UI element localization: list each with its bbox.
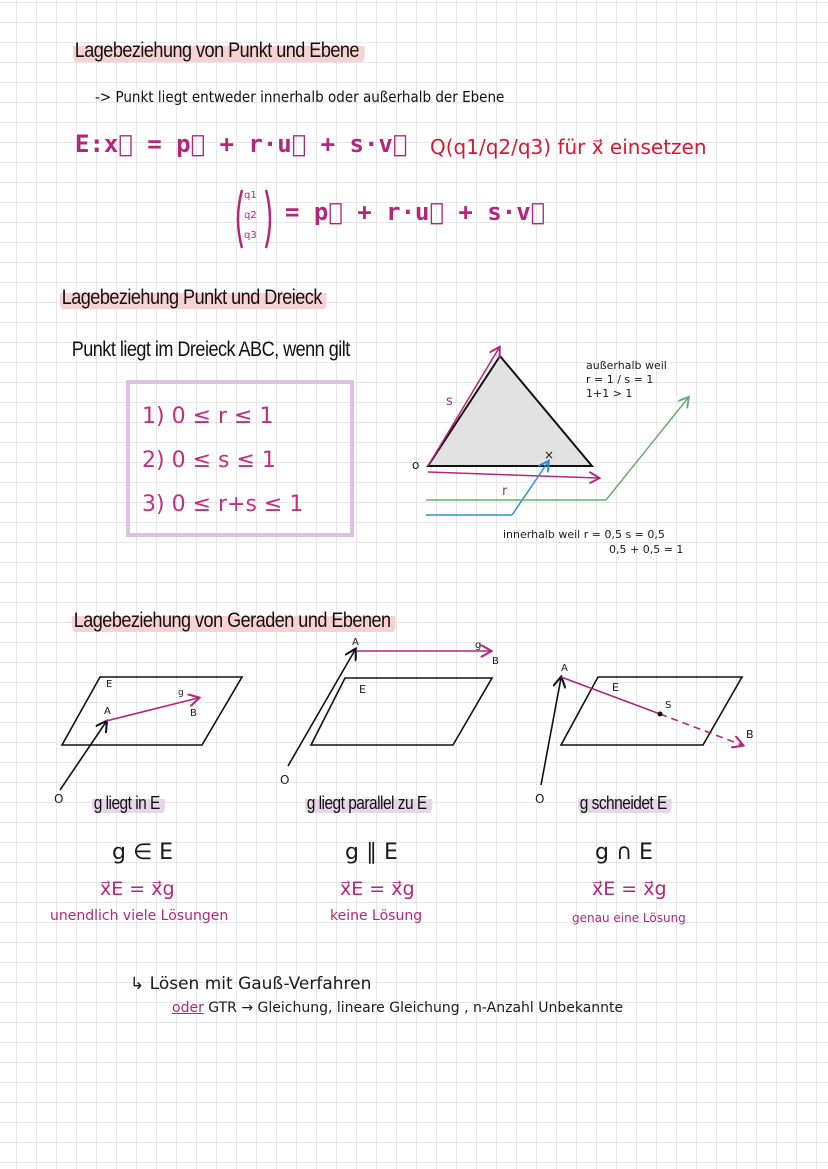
label-g-case1: g [178, 688, 184, 698]
label-o-case1: O [54, 792, 64, 806]
vector-oa-case1 [60, 722, 106, 790]
green-s-full [606, 398, 688, 500]
label-b-case3: B [746, 728, 754, 741]
vector-q2: q2 [244, 210, 257, 221]
vector-r [428, 472, 598, 478]
plane-e-case1 [62, 677, 242, 745]
intersection-point-s [658, 712, 663, 717]
label-o-case3: O [535, 792, 545, 806]
footer-line2 [172, 1000, 623, 1016]
vector-oa-case3 [541, 678, 561, 785]
equation-case2: x⃗E = x⃗g [340, 878, 415, 900]
label-e-case3: E [612, 681, 619, 694]
note-innerhalb-ausserhalb: -> Punkt liegt entweder innerhalb oder außerhalb der Ebene [95, 88, 505, 106]
blue-s-half [512, 462, 548, 515]
substitute-note: Q(q1/q2/q3) für x⃗ einsetzen [430, 135, 707, 159]
label-a-case2: A [352, 637, 359, 648]
triangle-abc [428, 356, 592, 466]
subheading-dreieck-condition: Punkt liegt im Dreieck ABC, wenn gilt [71, 338, 350, 361]
label-e-case1: E [106, 679, 113, 690]
outside-note [586, 359, 667, 401]
caption-case3: g schneidet E [578, 792, 672, 815]
result-case1: unendlich viele Lösungen [50, 908, 229, 924]
condition-3: 3) 0 ≤ r+s ≤ 1 [142, 492, 304, 517]
equation-case3: x⃗E = x⃗g [592, 878, 667, 900]
line-g-case1 [106, 698, 198, 721]
line-g-case3-solid [561, 677, 660, 714]
label-s: s [446, 394, 453, 409]
label-s-case3: S [665, 700, 672, 711]
plane-equation: E:x⃗ = p⃗ + r·u⃗ + s·v⃗ [75, 130, 408, 158]
condition-2: 2) 0 ≤ s ≤ 1 [142, 448, 276, 473]
inside-note-line2: 0,5 + 0,5 = 1 [609, 543, 684, 556]
outside-note-line3: 1+1 > 1 [586, 387, 633, 400]
label-b-case2: B [492, 656, 499, 667]
footer-line1: ↳ Lösen mit Gauß-Verfahren [130, 974, 372, 994]
vector-q1: q1 [244, 190, 257, 201]
label-a-case3: A [561, 663, 568, 674]
label-origin: o [412, 458, 420, 472]
symbol-case1: g ∈ E [112, 840, 174, 865]
vector-q3: q3 [244, 230, 257, 241]
caption-case2: g liegt parallel zu E [305, 792, 432, 815]
point-x-mark: × [544, 448, 555, 462]
footer-oder: oder [172, 1000, 204, 1016]
outside-note-line2: r = 1 / s = 1 [586, 373, 654, 386]
label-a-case1: A [104, 706, 111, 717]
heading-punkt-ebene: Lagebeziehung von Punkt und Ebene [73, 38, 364, 64]
label-r: r [502, 484, 508, 499]
caption-case1: g liegt in E [92, 792, 165, 815]
label-b-case1: B [190, 708, 197, 719]
label-g-case2: g [475, 640, 482, 651]
inside-note [503, 527, 683, 557]
outside-note-line1: außerhalb weil [586, 359, 667, 372]
equation-case1: x⃗E = x⃗g [100, 878, 175, 900]
result-case2: keine Lösung [330, 908, 423, 924]
plane-e-case2 [311, 678, 492, 745]
heading-geraden-ebenen: Lagebeziehung von Geraden und Ebenen [72, 608, 396, 634]
substitute-equation: = p⃗ + r·u⃗ + s·v⃗ [285, 198, 546, 226]
label-e-case2: E [359, 683, 366, 696]
inside-note-line1: innerhalb weil r = 0,5 s = 0,5 [503, 528, 665, 541]
symbol-case2: g ∥ E [345, 840, 398, 865]
condition-1: 1) 0 ≤ r ≤ 1 [142, 404, 274, 429]
heading-punkt-dreieck: Lagebeziehung Punkt und Dreieck [60, 285, 327, 311]
symbol-case3: g ∩ E [595, 840, 653, 865]
footer-gtr: GTR → Gleichung, lineare Gleichung , n-Anzahl Unbekannte [208, 1000, 624, 1016]
vector-oa-case2 [288, 650, 355, 766]
label-o-case2: O [280, 773, 290, 787]
result-case3: genau eine Lösung [572, 911, 686, 925]
line-g-case3-dashed [660, 714, 742, 745]
